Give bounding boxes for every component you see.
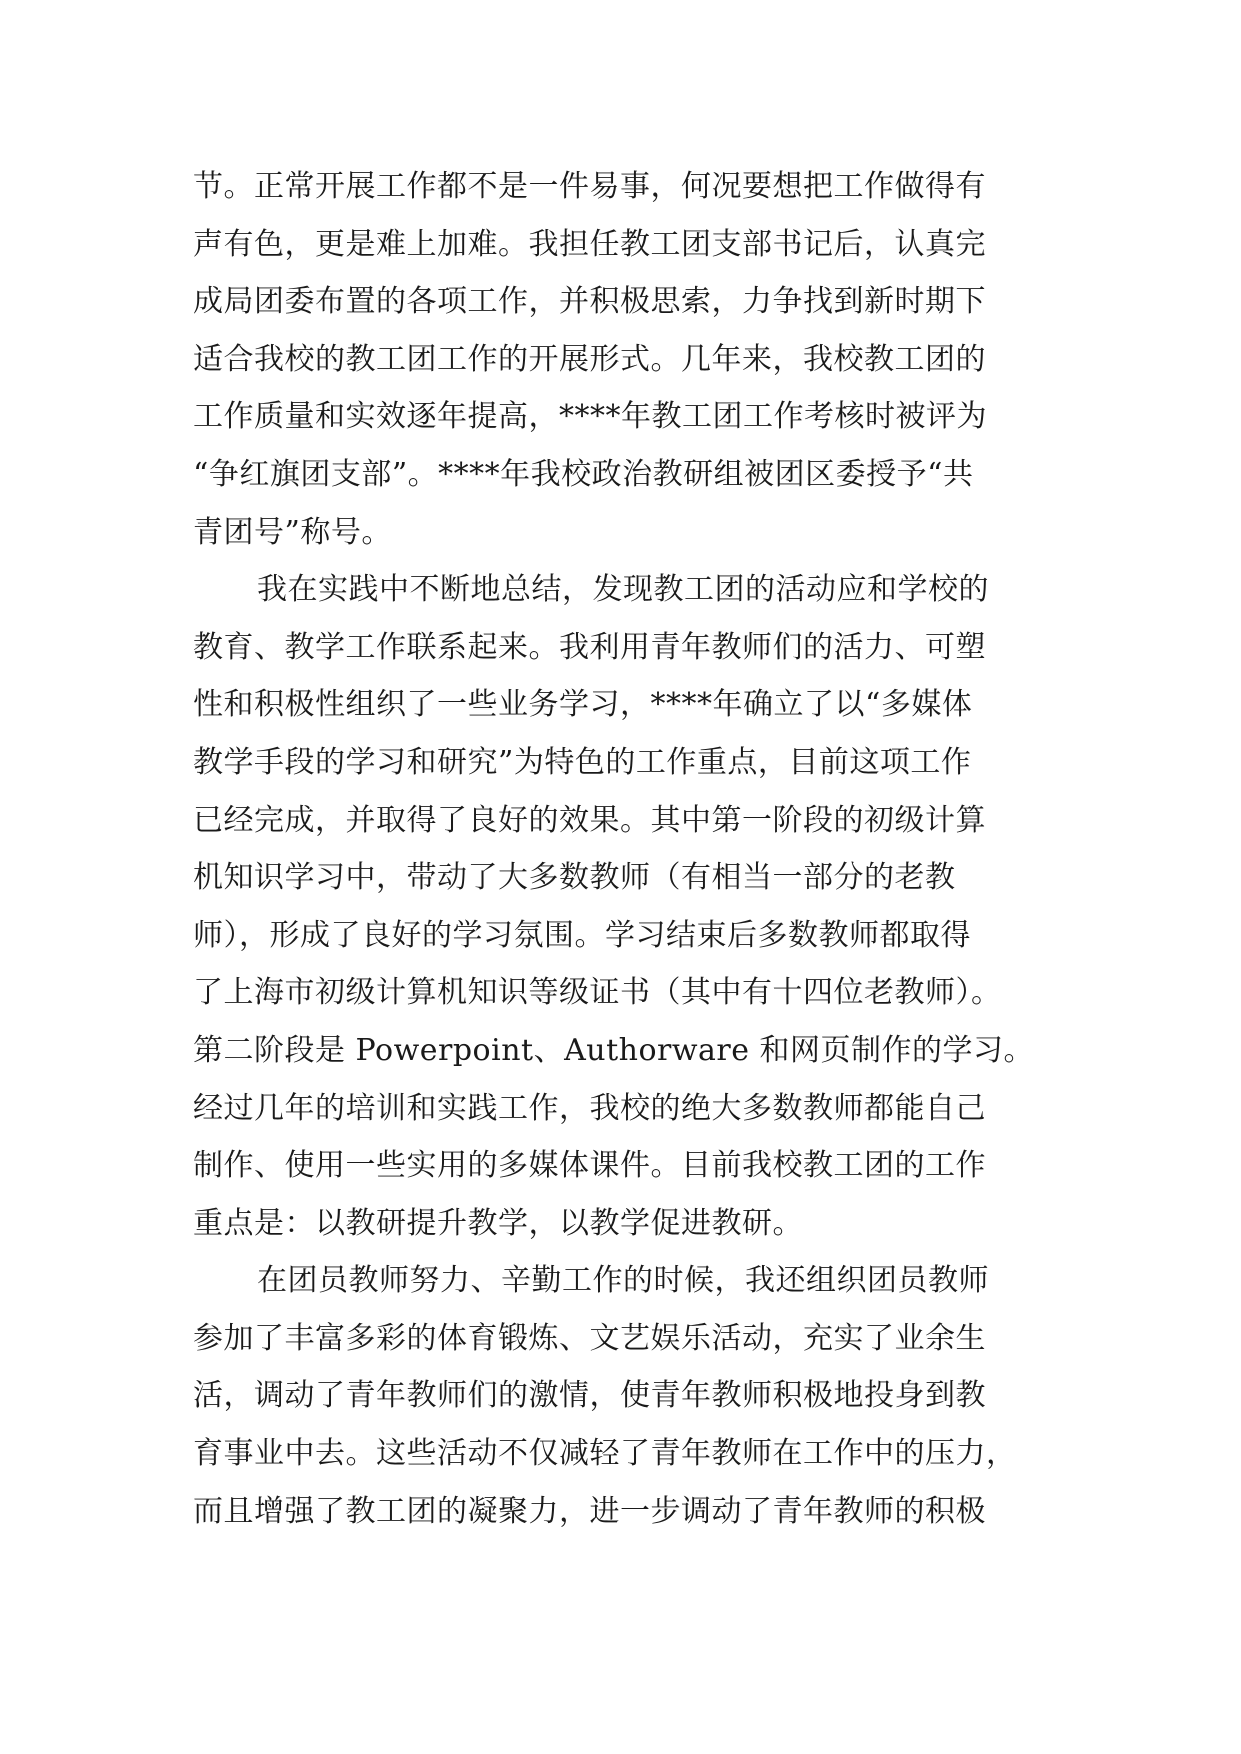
- document-body: [193, 158, 1073, 1540]
- text-line: 声有色，更是难上加难。我担任教工团支部书记后，认真完: [193, 226, 986, 262]
- text-line: “争红旗团支部”。****年我校政治教研组被团区委授予“共: [193, 456, 974, 492]
- paragraph-first-line: 在团员教师努力、辛勤工作的时候，我还组织团员教师: [257, 1263, 989, 1299]
- text-line: 第二阶段是 Powerpoint、Authorware 和网页制作的学习。: [193, 1032, 1035, 1068]
- text-line: 性和积极性组织了一些业务学习，****年确立了以“多媒体: [193, 687, 973, 723]
- text-line: 成局团委布置的各项工作，并积极思索，力争找到新时期下: [193, 284, 986, 320]
- text-line: 适合我校的教工团工作的开展形式。几年来，我校教工团的: [193, 341, 986, 377]
- text-line: 制作、使用一些实用的多媒体课件。目前我校教工团的工作: [193, 1148, 986, 1184]
- text-line: 节。正常开展工作都不是一件易事，何况要想把工作做得有: [193, 169, 986, 204]
- text-line: 教育、教学工作联系起来。我利用青年教师们的活力、可塑: [193, 629, 986, 665]
- text-line: 教学手段的学习和研究”为特色的工作重点，目前这项工作: [193, 744, 972, 780]
- text-line: 工作质量和实效逐年提高，****年教工团工作考核时被评为: [193, 399, 987, 435]
- text-line: 而且增强了教工团的凝聚力，进一步调动了青年教师的积极: [193, 1493, 986, 1529]
- text-line: 活，调动了青年教师们的激情，使青年教师积极地投身到教: [193, 1378, 986, 1414]
- text-line: 已经完成，并取得了良好的效果。其中第一阶段的初级计算: [193, 802, 986, 838]
- text-line: 参加了丰富多彩的体育锻炼、文艺娱乐活动，充实了业余生: [193, 1320, 986, 1356]
- text-line: 青团号”称号。: [193, 514, 392, 550]
- text-line: 师），形成了良好的学习氛围。学习结束后多数教师都取得: [193, 917, 971, 953]
- text-line: 育事业中去。这些活动不仅减轻了青年教师在工作中的压力，: [193, 1436, 1017, 1472]
- text-line: 重点是：以教研提升教学，以教学促进教研。: [193, 1205, 803, 1241]
- paragraph-first-line: 我在实践中不断地总结，发现教工团的活动应和学校的: [257, 572, 989, 608]
- text-line: 机知识学习中，带动了大多数教师（有相当一部分的老教: [193, 860, 956, 896]
- text-line: 了上海市初级计算机知识等级证书（其中有十四位老教师）。: [193, 975, 1002, 1011]
- text-line: 经过几年的培训和实践工作，我校的绝大多数教师都能自己: [193, 1090, 986, 1126]
